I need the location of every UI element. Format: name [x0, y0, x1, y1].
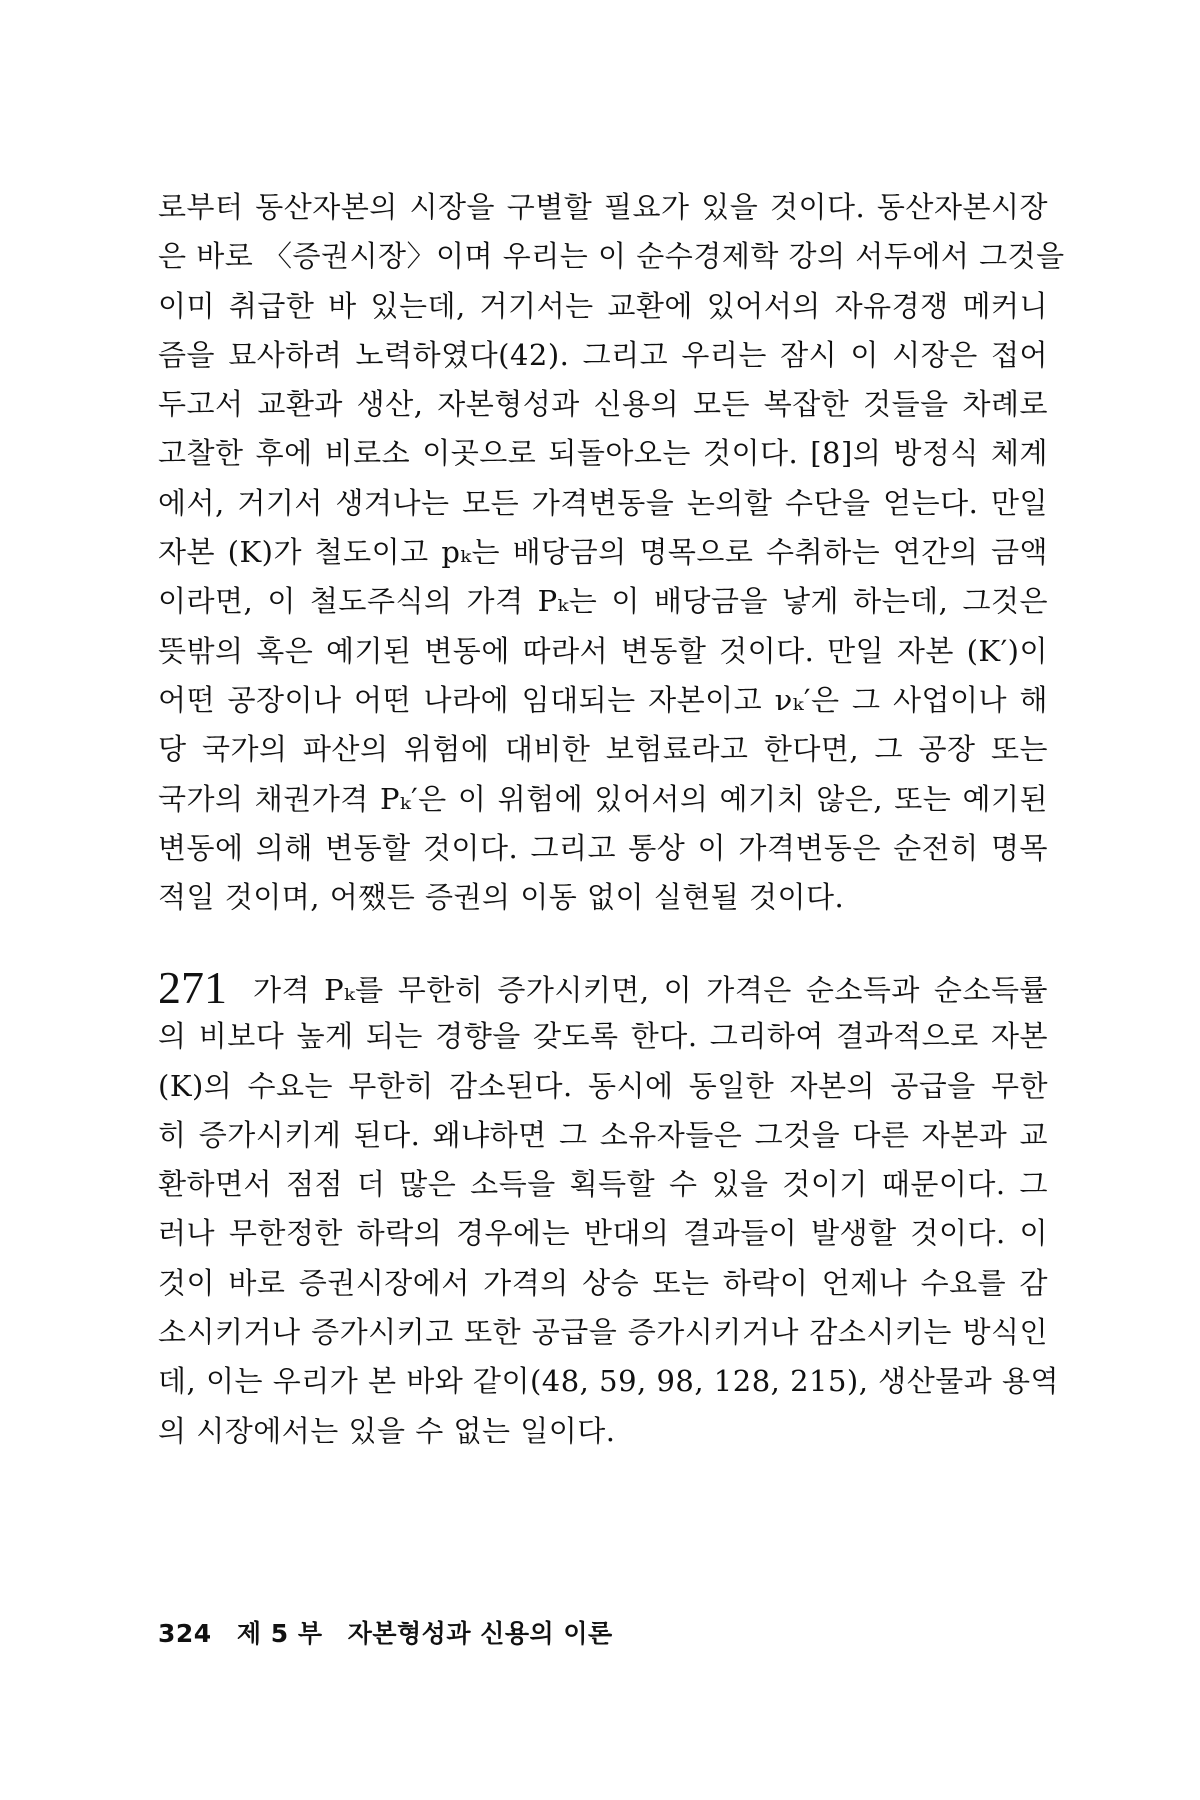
section-number: 271: [158, 962, 227, 1013]
text-line: 것이 바로 증권시장에서 가격의 상승 또는 하락이 언제나 수요를 감: [158, 1265, 1048, 1300]
text-line: (K)의 수요는 무한히 감소된다. 동시에 동일한 자본의 공급을 무한: [158, 1068, 1048, 1103]
text-line: 환하면서 점점 더 많은 소득을 획득할 수 있을 것이기 때문이다. 그: [158, 1167, 1048, 1202]
text-line: 뜻밖의 혹은 예기된 변동에 따라서 변동할 것이다. 만일 자본 (K′)이: [158, 633, 1048, 668]
text-line: 에서, 거기서 생겨나는 모든 가격변동을 논의할 수단을 얻는다. 만일: [158, 485, 1048, 520]
text-line: 어떤 공장이나 어떤 나라에 임대되는 자본이고 νₖ′은 그 사업이나 해: [158, 682, 1048, 717]
text-line: 두고서 교환과 생산, 자본형성과 신용의 모든 복잡한 것들을 차례로: [158, 387, 1048, 422]
page-number: 324: [158, 1619, 212, 1648]
text-line: 데, 이는 우리가 본 바와 같이(48, 59, 98, 128, 215), 생산물과 용역: [158, 1364, 1059, 1399]
text-line: 변동에 의해 변동할 것이다. 그리고 통상 이 가격변동은 순전히 명목: [158, 830, 1048, 865]
text-line: 이라면, 이 철도주식의 가격 Pₖ는 이 배당금을 낳게 하는데, 그것은: [158, 584, 1048, 619]
part-label: 제 5 부: [236, 1619, 323, 1648]
text-line-first: [158, 963, 1048, 1012]
paragraph-2: [158, 962, 1059, 1456]
text-line: 이미 취급한 바 있는데, 거기서는 교환에 있어서의 자유경쟁 메커니: [158, 288, 1048, 323]
text-line: 은 바로 〈증권시장〉이며 우리는 이 순수경제학 강의 서두에서 그것을: [158, 239, 1065, 274]
text-line: 소시키거나 증가시키고 또한 공급을 증가시키거나 감소시키는 방식인: [158, 1315, 1048, 1350]
text-line: 의 시장에서는 있을 수 없는 일이다.: [158, 1413, 616, 1448]
text-line: 즘을 묘사하려 노력하였다(42). 그리고 우리는 잠시 이 시장은 접어: [158, 337, 1048, 372]
text-line: 러나 무한정한 하락의 경우에는 반대의 결과들이 발생할 것이다. 이: [158, 1216, 1048, 1251]
page-footer: [158, 1614, 629, 1650]
text-line: 국가의 채권가격 Pₖ′은 이 위험에 있어서의 예기치 않은, 또는 예기된: [158, 781, 1048, 816]
text-line: 의 비보다 높게 되는 경향을 갖도록 한다. 그리하여 결과적으로 자본: [158, 1019, 1048, 1054]
text-line: 자본 (K)가 철도이고 pₖ는 배당금의 명목으로 수취하는 연간의 금액: [158, 535, 1048, 570]
part-title: 자본형성과 신용의 이론: [347, 1619, 613, 1648]
text-line-content: 가격 Pₖ를 무한히 증가시키면, 이 가격은 순소득과 순소득률: [253, 973, 1048, 1007]
text-line: 적일 것이며, 어쨌든 증권의 이동 없이 실현될 것이다.: [158, 880, 845, 915]
text-line: 로부터 동산자본의 시장을 구별할 필요가 있을 것이다. 동산자본시장: [158, 190, 1048, 224]
text-line: 히 증가시키게 된다. 왜냐하면 그 소유자들은 그것을 다른 자본과 교: [158, 1117, 1048, 1152]
text-line: 당 국가의 파산의 위험에 대비한 보험료라고 한다면, 그 공장 또는: [158, 732, 1048, 767]
paragraph-1: [158, 183, 1065, 922]
text-line: 고찰한 후에 비로소 이곳으로 되돌아오는 것이다. [8]의 방정식 체계: [158, 436, 1048, 471]
